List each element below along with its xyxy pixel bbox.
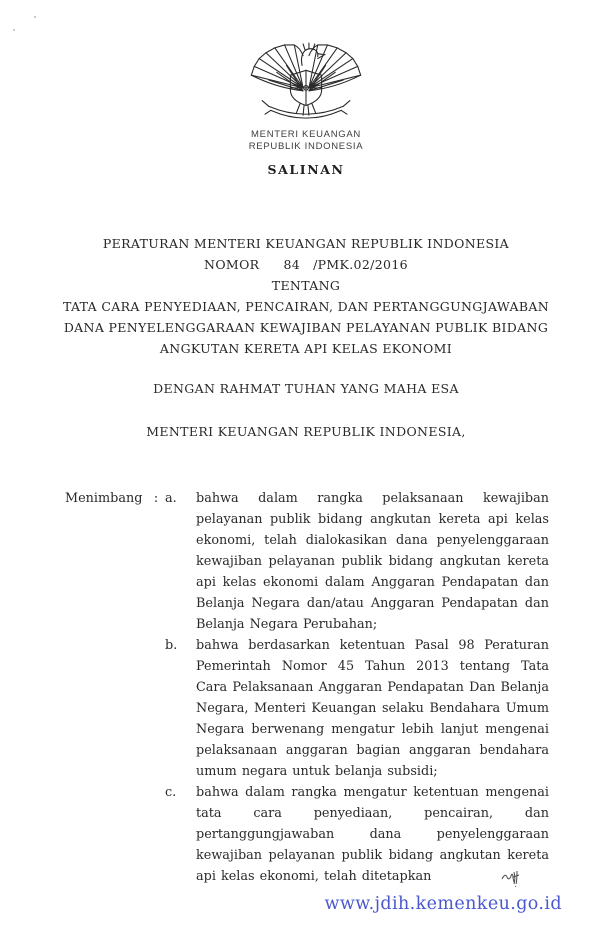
consideration-item: [165, 635, 549, 782]
copy-label: SALINAN: [267, 162, 345, 177]
jdih-website-link[interactable]: www.jdih.kemenkeu.go.id: [324, 894, 562, 914]
item-text: bahwa dalam rangka mengatur ketentuan mengenai tata cara penyediaan, pencairan, dan pertanggungjawaban dana penyelenggaraan kewajiban pelayanan publik bidang angkutan kereta api kelas ekonomi, telah ditetapkan: [196, 785, 549, 884]
consideration-item: [165, 782, 549, 887]
item-letter: a.: [165, 491, 177, 506]
regulation-title-line: PERATURAN MENTERI KEUANGAN REPUBLIK INDONESIA: [102, 236, 510, 251]
ministry-country: REPUBLIK INDONESIA: [248, 141, 364, 152]
item-letter: c.: [165, 785, 177, 800]
item-letter: b.: [165, 638, 178, 653]
nomor-value: 84: [283, 257, 301, 272]
consideration-item: [165, 488, 549, 635]
handwritten-initial-mark-icon: [500, 866, 528, 890]
nomor-label: NOMOR: [204, 257, 260, 272]
subject-line: TATA CARA PENYEDIAAN, PENCAIRAN, DAN PERTANGGUNGJAWABAN: [62, 299, 550, 314]
item-text: bahwa berdasarkan ketentuan Pasal 98 Peraturan Pemerintah Nomor 45 Tahun 2013 tentang Tata Cara Pelaksanaan Anggaran Pendapatan Dan Belanja Negara, Menteri Keuangan selaku Bendahara Umum Negara berwenang mengatur lebih lanjut mengenai pelaksanaan anggaran bagian anggaran bendahara umum negara untuk belanja subsidi;: [196, 638, 549, 779]
item-text: bahwa dalam rangka pelaksanaan kewajiban pelayanan publik bidang angkutan kereta api kelas ekonomi, telah dialokasikan dana penyelenggaraan kewajiban pelayanan publik bidang angkutan kereta api kelas ekonomi dalam Anggaran Pendapatan dan Belanja Negara dan/atau Anggaran Pendapatan dan Belanja Negara Perubahan;: [196, 491, 549, 632]
nomor-suffix: /PMK.02/2016: [313, 257, 408, 272]
subject-line: ANGKUTAN KERETA API KELAS EKONOMI: [159, 341, 453, 356]
regulation-title: [0, 233, 612, 359]
considerations-separator: :: [153, 491, 159, 506]
tentang-label: TENTANG: [271, 278, 341, 293]
considerations-section: [65, 488, 549, 887]
letterhead: [0, 0, 612, 177]
garuda-pancasila-emblem-icon: [246, 42, 366, 124]
invocation-line: DENGAN RAHMAT TUHAN YANG MAHA ESA: [153, 381, 459, 396]
considerations-label: Menimbang: [65, 491, 143, 506]
authority-line: MENTERI KEUANGAN REPUBLIK INDONESIA,: [146, 424, 466, 439]
subject-line: DANA PENYELENGGARAAN KEWAJIBAN PELAYANAN PUBLIK BIDANG: [63, 320, 549, 335]
considerations-list: [165, 488, 549, 887]
ministry-name: MENTERI KEUANGAN: [251, 129, 361, 140]
regulation-number-line: [0, 254, 612, 275]
